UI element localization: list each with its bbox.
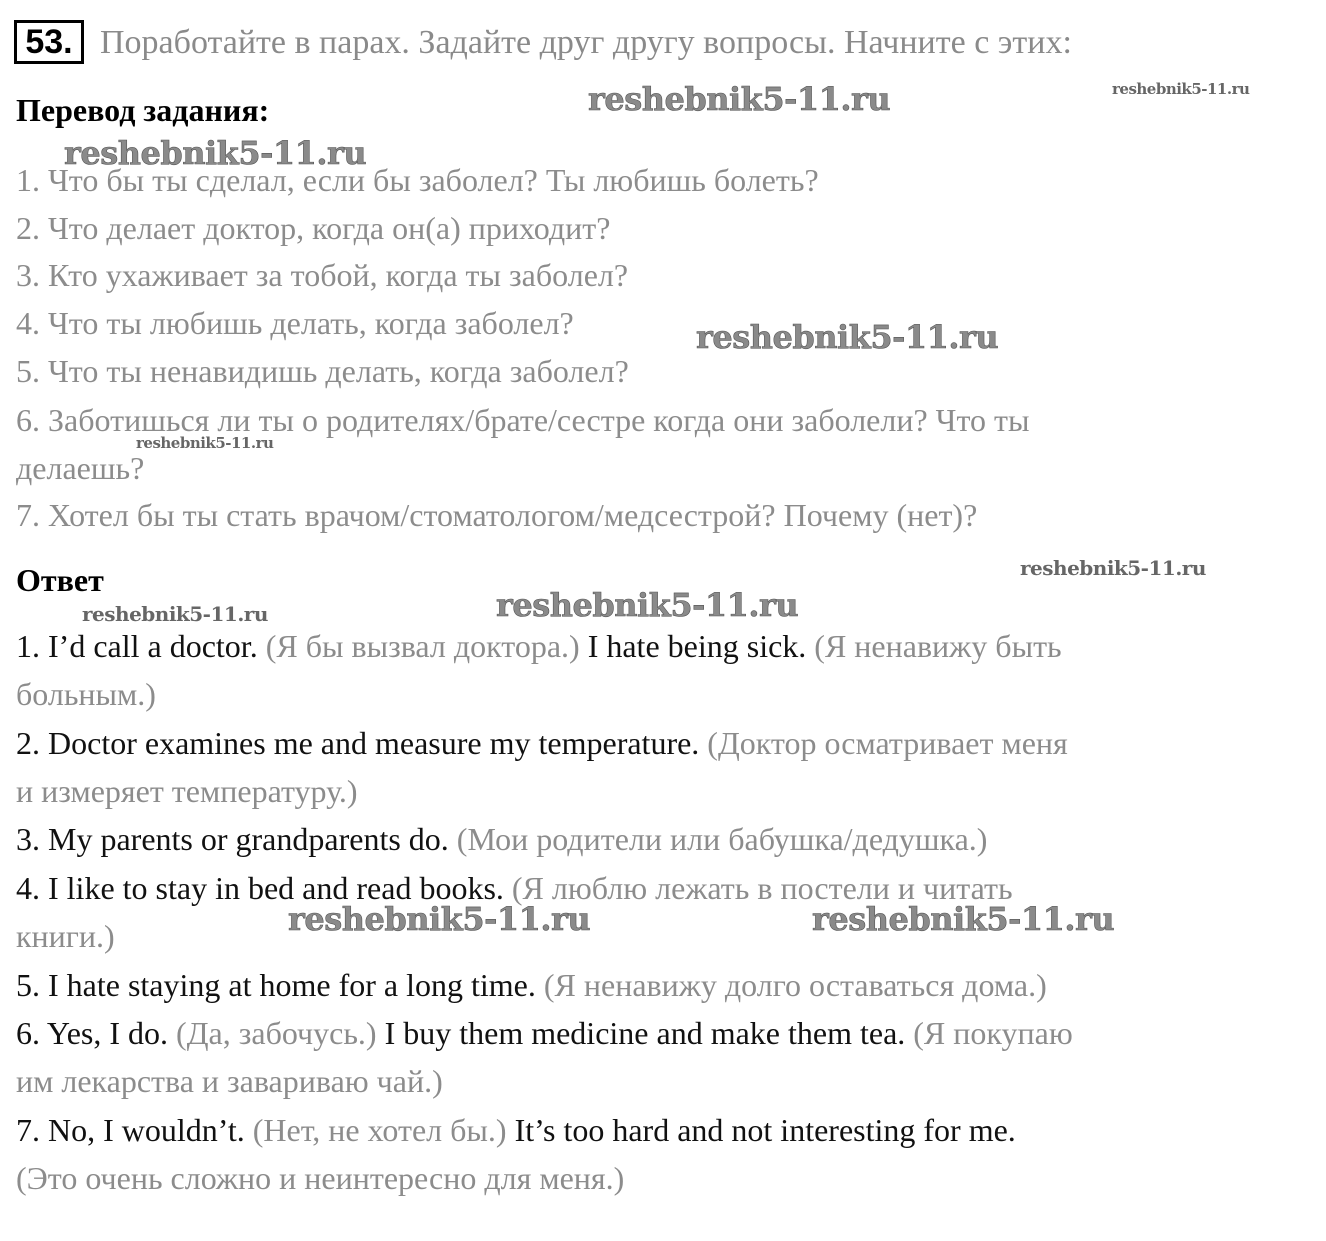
answer-line [16,961,1047,1009]
translation-heading: Перевод задания: [16,92,270,128]
answer-translation: (Я бы вызвал доктора.) [257,628,580,664]
watermark: reshebnik5-11.ru [812,900,1115,938]
answer-line [16,1009,1073,1057]
answer-translation: больным.) [16,676,156,712]
answer-english: I hate being sick. [579,628,807,664]
answer-english: 4. I like to stay in bed and read books. [16,870,504,906]
answer-translation: (Доктор осматривает меня [699,725,1068,761]
translation-line: 7. Хотел бы ты стать врачом/стоматологом/медсестрой? Почему (нет)? [16,497,978,533]
task-number: 53. [14,20,84,64]
answer-translation: и измеряет температуру.) [16,773,358,809]
answer-english: 5. I hate staying at home for a long time. [16,967,536,1003]
answer-english: 6. Yes, I do. [16,1015,169,1051]
answer-line [16,622,1062,670]
translation-line: 4. Что ты любишь делать, когда заболел? [16,305,574,341]
answer-english: 1. I’d call a doctor. [16,628,258,664]
watermark: reshebnik5-11.ru [136,434,274,452]
answer-line [16,767,358,815]
watermark: reshebnik5-11.ru [588,80,891,118]
answer-line [16,670,156,718]
answer-line [16,1106,1016,1154]
task-instruction: Поработайте в парах. Задайте друг другу вопросы. Начните с этих: [100,24,1072,61]
watermark: reshebnik5-11.ru [496,586,799,624]
answer-translation: (Я люблю лежать в постели и читать [503,870,1013,906]
answer-translation: (Это очень сложно и неинтересно для меня.) [16,1160,625,1196]
answer-english: It’s too hard and not interesting for me. [506,1112,1016,1148]
answer-line [16,719,1068,767]
answer-english: 7. No, I wouldn’t. [16,1112,245,1148]
answer-translation: им лекарства и завариваю чай.) [16,1063,443,1099]
answer-translation: (Нет, не хотел бы.) [244,1112,507,1148]
answer-translation: (Я ненавижу долго оставаться дома.) [535,967,1047,1003]
watermark: reshebnik5-11.ru [288,900,591,938]
answer-line [16,1057,443,1105]
answer-translation: (Да, забочусь.) [168,1015,377,1051]
answer-line [16,815,987,863]
translation-line: 5. Что ты ненавидишь делать, когда заболел? [16,353,629,389]
task-header [14,18,1314,74]
answer-line [16,912,115,960]
answer-translation: книги.) [16,918,115,954]
translation-line: 1. Что бы ты сделал, если бы заболел? Ты любишь болеть? [16,162,819,198]
watermark: reshebnik5-11.ru [82,602,268,626]
translation-line: 2. Что делает доктор, когда он(а) приходит? [16,210,611,246]
watermark: reshebnik5-11.ru [1020,556,1206,580]
answer-english: 2. Doctor examines me and measure my temperature. [16,725,700,761]
answer-line [16,1154,624,1202]
answer-english: 3. My parents or grandparents do. [16,821,449,857]
watermark: reshebnik5-11.ru [1112,80,1250,98]
watermark: reshebnik5-11.ru [64,134,367,172]
translation-line: делаешь? [16,450,145,486]
answer-english: I buy them medicine and make them tea. [376,1015,906,1051]
answer-translation: (Я покупаю [905,1015,1073,1051]
translation-line: 3. Кто ухаживает за тобой, когда ты заболел? [16,257,629,293]
answer-translation: (Я ненавижу быть [806,628,1062,664]
answer-translation: (Мои родители или бабушка/дедушка.) [448,821,988,857]
translation-line: 6. Заботишься ли ты о родителях/брате/сестре когда они заболели? Что ты [16,402,1030,438]
watermark: reshebnik5-11.ru [696,318,999,356]
answer-heading: Ответ [16,562,104,598]
